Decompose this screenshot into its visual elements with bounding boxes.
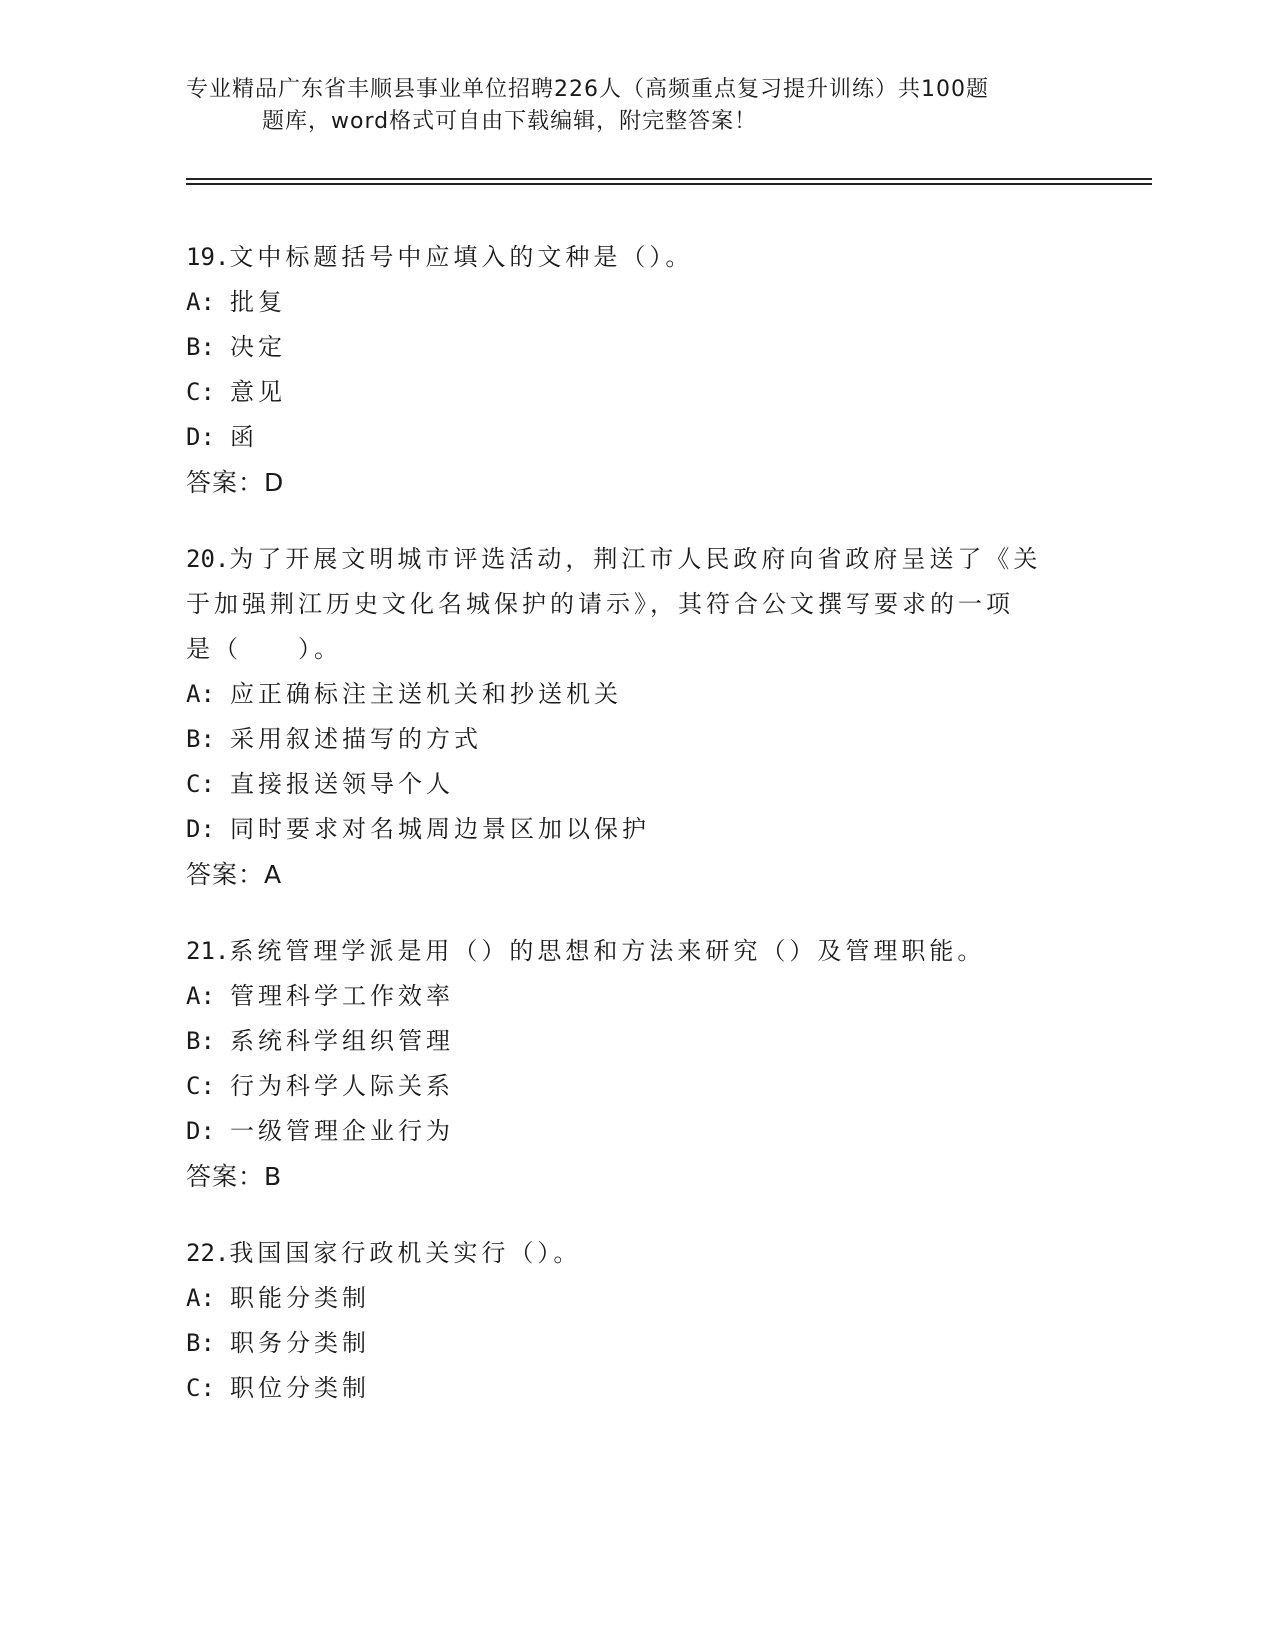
option-b (186, 1321, 1086, 1366)
option-key: B: (186, 333, 215, 361)
option-c (186, 370, 1086, 415)
option-text: 同时要求对名城周边景区加以保护 (230, 815, 650, 843)
question-stem (186, 537, 1086, 582)
option-text: 决定 (230, 333, 286, 361)
option-d (186, 807, 1086, 852)
document-header (186, 74, 1066, 138)
option-key: A: (186, 680, 215, 708)
header-title-line-2: 题库，word格式可自由下载编辑，附完整答案！ (262, 109, 758, 134)
header-title-line-1: 专业精品广东省丰顺县事业单位招聘226人（高频重点复习提升训练）共100题 (186, 77, 989, 102)
question-number: 19. (186, 243, 230, 271)
option-key: C: (186, 1374, 215, 1402)
option-text: 意见 (230, 378, 286, 406)
option-b (186, 325, 1086, 370)
option-text: 应正确标注主送机关和抄送机关 (230, 680, 622, 708)
option-key: D: (186, 423, 215, 451)
option-key: D: (186, 815, 215, 843)
option-key: B: (186, 725, 215, 753)
question-number: 22. (186, 1239, 230, 1267)
option-key: B: (186, 1027, 215, 1055)
option-text: 职务分类制 (230, 1329, 370, 1357)
question-stem (186, 1231, 1086, 1276)
option-text: 函 (230, 423, 258, 451)
option-d (186, 415, 1086, 460)
option-c (186, 762, 1086, 807)
option-c (186, 1366, 1086, 1411)
option-key: A: (186, 288, 215, 316)
answer: 答案：A (186, 860, 283, 889)
option-a (186, 280, 1086, 325)
question-number: 20. (186, 545, 230, 573)
option-text: 职能分类制 (230, 1284, 370, 1312)
option-text: 采用叙述描写的方式 (230, 725, 482, 753)
question-stem-line: 文中标题括号中应填入的文种是（）。 (229, 243, 694, 271)
option-key: A: (186, 1284, 215, 1312)
option-key: A: (186, 982, 215, 1010)
option-b (186, 717, 1086, 762)
question-stem (186, 235, 1086, 280)
option-a (186, 974, 1086, 1019)
question-number: 21. (186, 937, 230, 965)
question-stem-line: 为了开展文明城市评选活动，荆江市人民政府向省政府呈送了《关 (229, 545, 1042, 573)
answer: 答案：B (186, 1162, 283, 1191)
option-text: 管理科学工作效率 (230, 982, 454, 1010)
question-stem-line: 系统管理学派是用（）的思想和方法来研究（）及管理职能。 (229, 937, 986, 965)
option-text: 行为科学人际关系 (230, 1072, 454, 1100)
question-stem-continued: 于加强荆江历史文化名城保护的请示》，其符合公文撰写要求的一项 (186, 590, 1014, 618)
option-text: 职位分类制 (230, 1374, 370, 1402)
option-b (186, 1019, 1086, 1064)
option-text: 一级管理企业行为 (230, 1117, 454, 1145)
option-key: C: (186, 378, 215, 406)
answer: 答案：D (186, 468, 285, 497)
question-19 (186, 235, 1086, 505)
header-rule-bottom (186, 183, 1152, 185)
option-key: C: (186, 1072, 215, 1100)
option-text: 直接报送领导个人 (230, 770, 454, 798)
option-text: 系统科学组织管理 (230, 1027, 454, 1055)
option-a (186, 1276, 1086, 1321)
question-stem-continued: 是（ ）。 (186, 635, 342, 663)
option-d (186, 1109, 1086, 1154)
header-rule-top (186, 178, 1152, 180)
option-a (186, 672, 1086, 717)
option-c (186, 1064, 1086, 1109)
question-22 (186, 1231, 1086, 1411)
question-21 (186, 929, 1086, 1199)
question-list (186, 235, 1086, 1443)
question-20 (186, 537, 1086, 897)
option-key: C: (186, 770, 215, 798)
option-key: B: (186, 1329, 215, 1357)
question-stem-line: 我国国家行政机关实行（）。 (229, 1239, 582, 1267)
question-stem (186, 929, 1086, 974)
option-key: D: (186, 1117, 215, 1145)
option-text: 批复 (230, 288, 286, 316)
